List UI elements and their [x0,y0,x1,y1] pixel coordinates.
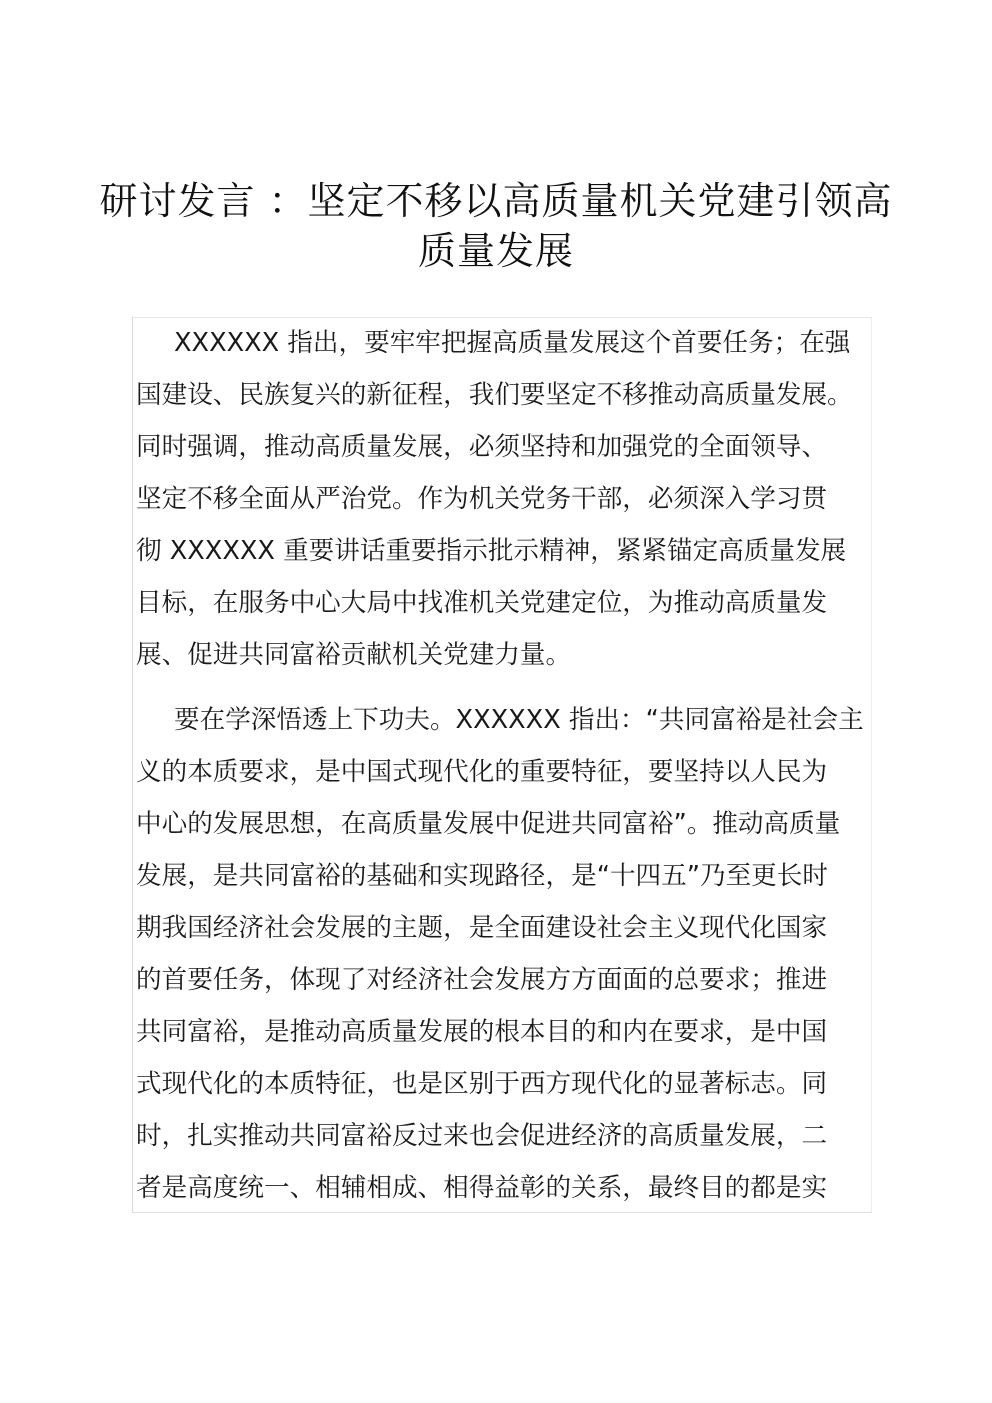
paragraph-2 [136,694,871,1214]
paragraph-line: 的首要任务，体现了对经济社会发展方方面面的总要求；推进 [136,965,828,995]
paragraph-line: 期我国经济社会发展的主题，是全面建设社会主义现代化国家 [136,913,828,943]
paragraph-line: 发展，是共同富裕的基础和实现路径，是“十四五”乃至更长时 [136,861,828,891]
paragraph-line: 义的本质要求，是中国式现代化的重要特征，要坚持以人民为 [136,757,828,787]
paragraph-line: 者是高度统一、相辅相成、相得益彰的关系，最终目的都是实 [136,1173,828,1203]
paragraph-line: 国建设、民族复兴的新征程，我们要坚定不移推动高质量发展。 [136,380,853,410]
paragraph-line: 中心的发展思想，在高质量发展中促进共同富裕”。推动高质量 [136,809,841,839]
paragraph-line: XXXXXX 指出，要牢牢把握高质量发展这个首要任务；在强 [174,328,851,358]
paragraph-line: 时，扎实推动共同富裕反过来也会促进经济的高质量发展，二 [136,1121,828,1151]
document-title-line-1: 研讨发言 ：坚定不移以高质量机关党建引领高 [99,179,893,223]
paragraph-1 [136,317,871,681]
document-title-line-2: 质量发展 [417,229,574,273]
document-title [0,176,992,276]
paragraph-line: 共同富裕，是推动高质量发展的根本目的和内在要求，是中国 [136,1017,828,1047]
paragraph-line: 展、促进共同富裕贡献机关党建力量。 [136,640,572,670]
paragraph-line: 同时强调，推动高质量发展，必须坚持和加强党的全面领导、 [136,432,828,462]
paragraph-line: 彻 XXXXXX 重要讲话重要指示批示精神，紧紧锚定高质量发展 [136,536,847,566]
paragraph-line: 目标，在服务中心大局中找准机关党建定位，为推动高质量发 [136,588,828,618]
paragraph-line: 要在学深悟透上下功夫。XXXXXX 指出：“共同富裕是社会主 [174,705,864,735]
paragraph-line: 式现代化的本质特征，也是区别于西方现代化的显著标志。同 [136,1069,828,1099]
paragraph-line: 坚定不移全面从严治党。作为机关党务干部，必须深入学习贯 [136,484,828,514]
